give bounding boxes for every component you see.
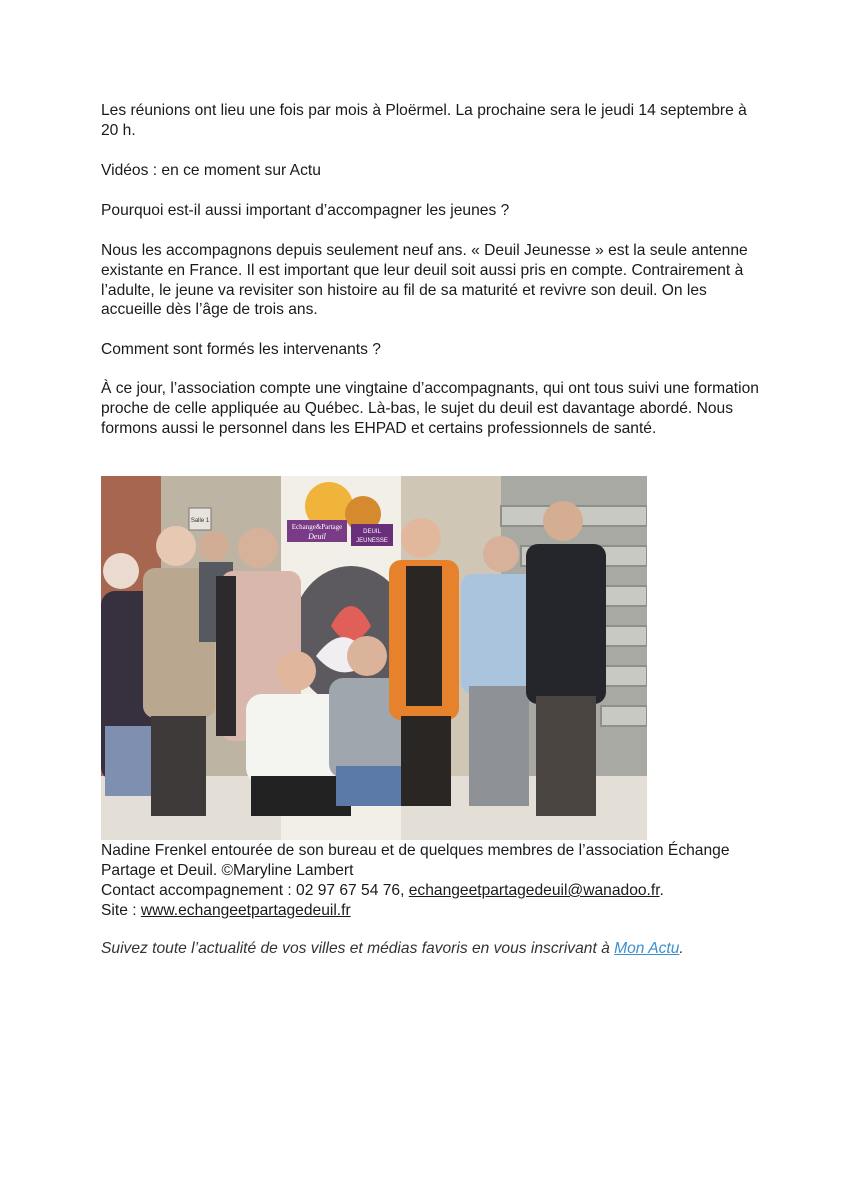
banner-text-4: JEUNESSE — [356, 538, 388, 544]
site-prefix: Site : — [101, 902, 141, 919]
mon-actu-link[interactable]: Mon Actu — [614, 940, 680, 957]
contact-suffix: . — [659, 882, 664, 899]
site-link[interactable]: www.echangeetpartagedeuil.fr — [140, 902, 351, 919]
paragraph-training-answer: À ce jour, l’association compte une vingtaine d’accompagnants, qui ont tous suivi une formation proche de celle appliquée au Québec. Là-bas, le sujet du deuil est davantage abordé. Nous formons aussi le personnel dans les EHPAD et certains professionnels de santé. — [101, 380, 759, 437]
contact-email-link[interactable]: echangeetpartagedeuil@wanadoo.fr — [408, 882, 660, 899]
paragraph-meeting-info: Les réunions ont lieu une fois par mois à Ploërmel. La prochaine sera le jeudi 14 septembre à 20 h. — [101, 102, 747, 139]
banner-text-2: Deuil — [308, 532, 326, 541]
paragraph-youth-answer: Nous les accompagnons depuis seulement neuf ans. « Deuil Jeunesse » est la seule antenne existante en France. Il est important que leur deuil soit aussi pris en compte. Contrairement à l’adulte, le jeune va revisiter son histoire au fil de sa maturité et revivre son deuil. On les accueille dès l’âge de trois ans. — [101, 242, 748, 319]
question-youth: Pourquoi est-il aussi important d’accompagner les jeunes ? — [101, 202, 510, 219]
follow-suffix: . — [679, 940, 684, 957]
follow-text: Suivez toute l’actualité de vos villes et médias favoris en vous inscrivant à — [101, 940, 615, 957]
paragraph-videos: Vidéos : en ce moment sur Actu — [101, 162, 321, 179]
question-training: Comment sont formés les intervenants ? — [101, 341, 381, 358]
door-sign-text: Salle 1 — [190, 518, 210, 524]
follow-line — [101, 939, 761, 959]
contact-prefix: Contact accompagnement : 02 97 67 54 76, — [101, 882, 409, 899]
banner-text-1: Echange&Partage — [291, 523, 343, 531]
photo-caption: Nadine Frenkel entourée de son bureau et de quelques membres de l’association Échange Partage et Deuil. ©Maryline Lambert — [101, 842, 730, 879]
banner-text-3: DEUIL — [363, 529, 381, 535]
group-photo — [101, 476, 647, 840]
site-line — [101, 901, 761, 921]
contact-line — [101, 881, 761, 901]
